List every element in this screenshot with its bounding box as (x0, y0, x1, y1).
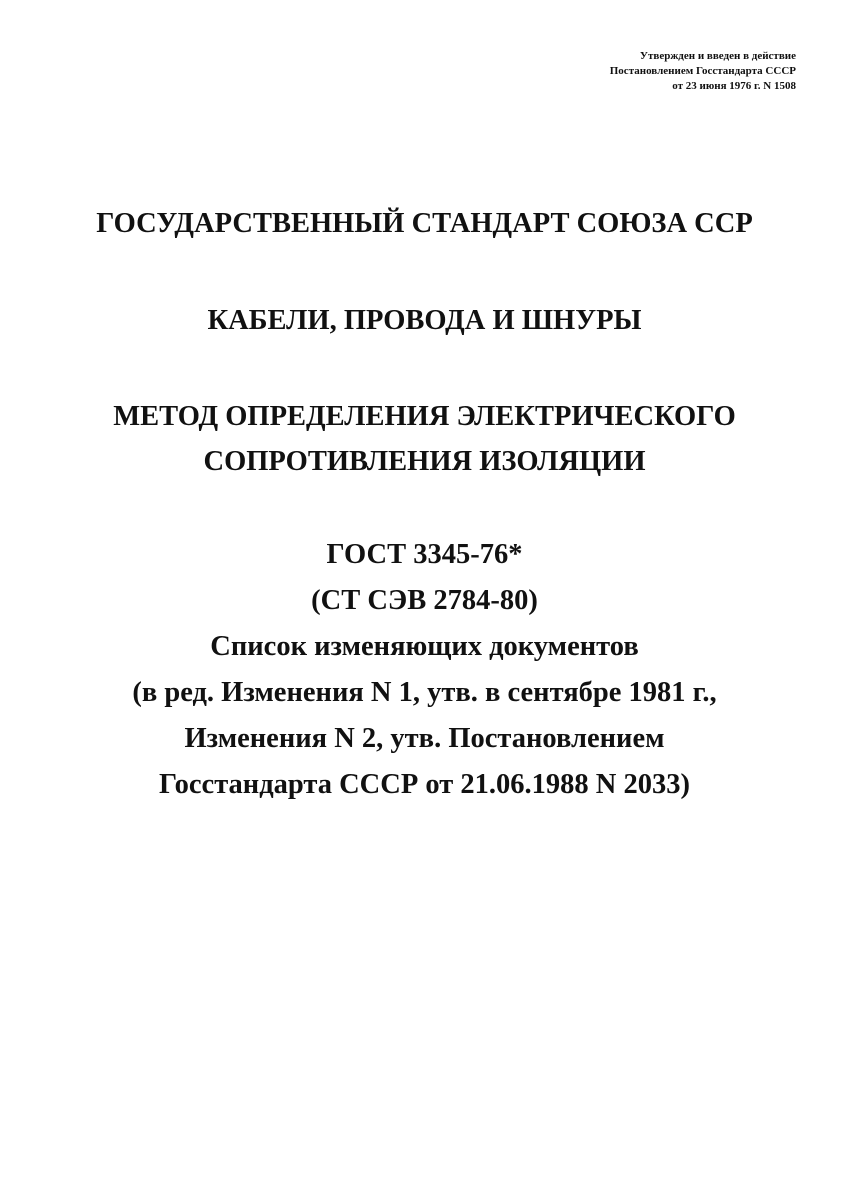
method-title (0, 394, 849, 484)
approval-line-3: от 23 июня 1976 г. N 1508 (672, 80, 796, 92)
amendment-line-3: Госстандарта СССР от 21.06.1988 N 2033) (159, 769, 690, 800)
state-standard-title: ГОСУДАРСТВЕННЫЙ СТАНДАРТ СОЮЗА ССР (96, 208, 753, 239)
method-title-line-1: МЕТОД ОПРЕДЕЛЕНИЯ ЭЛЕКТРИЧЕСКОГО (113, 401, 736, 432)
approval-line-2: Постановлением Госстандарта СССР (609, 65, 796, 77)
document-subject: КАБЕЛИ, ПРОВОДА И ШНУРЫ (207, 305, 642, 336)
method-title-line-2: СОПРОТИВЛЕНИЯ ИЗОЛЯЦИИ (203, 446, 646, 477)
amendments-title: Список изменяющих документов (210, 631, 639, 662)
approval-note (610, 49, 796, 94)
amendment-line-1: (в ред. Изменения N 1, утв. в сентябре 1981 г., (132, 677, 717, 708)
standard-codes (0, 532, 849, 808)
st-sev-number: (СТ СЭВ 2784-80) (311, 585, 538, 616)
approval-line-1: Утвержден и введен в действие (639, 50, 796, 62)
amendment-line-2: Изменения N 2, утв. Постановлением (184, 723, 665, 754)
gost-number: ГОСТ 3345-76* (326, 539, 523, 570)
